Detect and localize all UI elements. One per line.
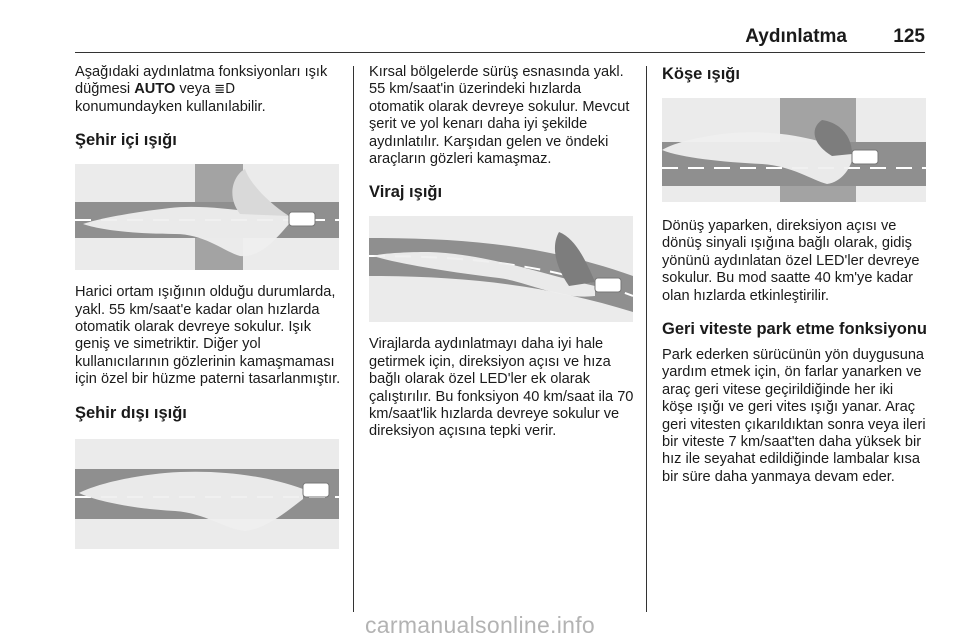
chapter-title: Aydınlatma (745, 26, 847, 47)
curve-light-heading: Viraj ışığı (369, 183, 443, 202)
column-1 (75, 64, 343, 549)
column-2 (369, 64, 637, 441)
corner-light-text: Dönüş yaparken, direksiyon açısı ve dönüş sinyali ışığına bağlı olarak, gidiş yönünü aydınlatan özel LED'ler devreye sokulur. Bu mod saatte 40 km'ye kadar olan hızlarda etkinleştirilir. (662, 218, 920, 304)
reverse-park-heading: Geri viteste park etme fonksiyonu (662, 320, 928, 339)
column-3 (662, 64, 927, 486)
page-header (75, 26, 925, 53)
curve-light-figure (369, 216, 637, 322)
curve-light-text: Virajlarda aydınlatmayı daha iyi hale getirmek için, direksiyon açısı ve hıza bağlı olarak özel LED'ler ek olarak çalıştırılır. Bu fonksiyon 40 km/saat ila 70 km/saat'lik hızlarda devreye sokulur ve direksiyon açısına tepki verir. (369, 336, 634, 440)
country-light-heading: Şehir dışı ışığı (75, 403, 187, 422)
country-light-text: Kırsal bölgelerde sürüş esnasında yakl. 55 km/saat'in üzerindeki hızlarda otomatik olarak devreye sokulur. Mevcut şerit ve yol kenarı daha iyi şekilde aydınlatılır. Karşıdan gelen ve öndeki araçların gözleri kamaşmaz. (369, 64, 630, 168)
city-light-heading: Şehir içi ışığı (75, 131, 177, 150)
city-light-figure (75, 164, 343, 270)
country-light-figure (75, 439, 343, 549)
intro-paragraph: Aşağıdaki aydınlatma fonksiyonları ışık düğmesi AUTO veya ≣D konumundayken kullanılabilir. (75, 64, 328, 115)
column-divider (353, 66, 354, 612)
reverse-park-text: Park ederken sürücünün yön duygusuna yardım etmek için, ön farlar yanarken ve araç geri vitese geçirildiğinde her iki köşe ışığı ve geri vites ışığı yanar. Araç geri vitesten çıkarıldıktan sonra veya ileri bir viteste 7 km/saat'ten daha yüksek bir hız ile seyahat edildiğinde lambalar kısa bir süre daha yanmaya devam eder. (662, 347, 926, 485)
corner-light-heading: Köşe ışığı (662, 65, 740, 83)
column-divider (646, 66, 647, 612)
corner-light-figure (662, 98, 927, 202)
page-number: 125 (893, 26, 925, 47)
city-light-text: Harici ortam ışığının olduğu durumlarda, yakl. 55 km/saat'e kadar olan hızlarda otomatik olarak devreye sokulur. Işık geniş ve simetriktir. Diğer yol kullanıcılarının gözlerinin kamaşmaması için özel bir hüzme paterni tasarlanmıştır. (75, 284, 341, 388)
auto-label: AUTO (134, 81, 176, 98)
watermark: carmanualsonline.info (364, 612, 596, 638)
low-beam-auto-icon: ≣D (214, 82, 236, 98)
